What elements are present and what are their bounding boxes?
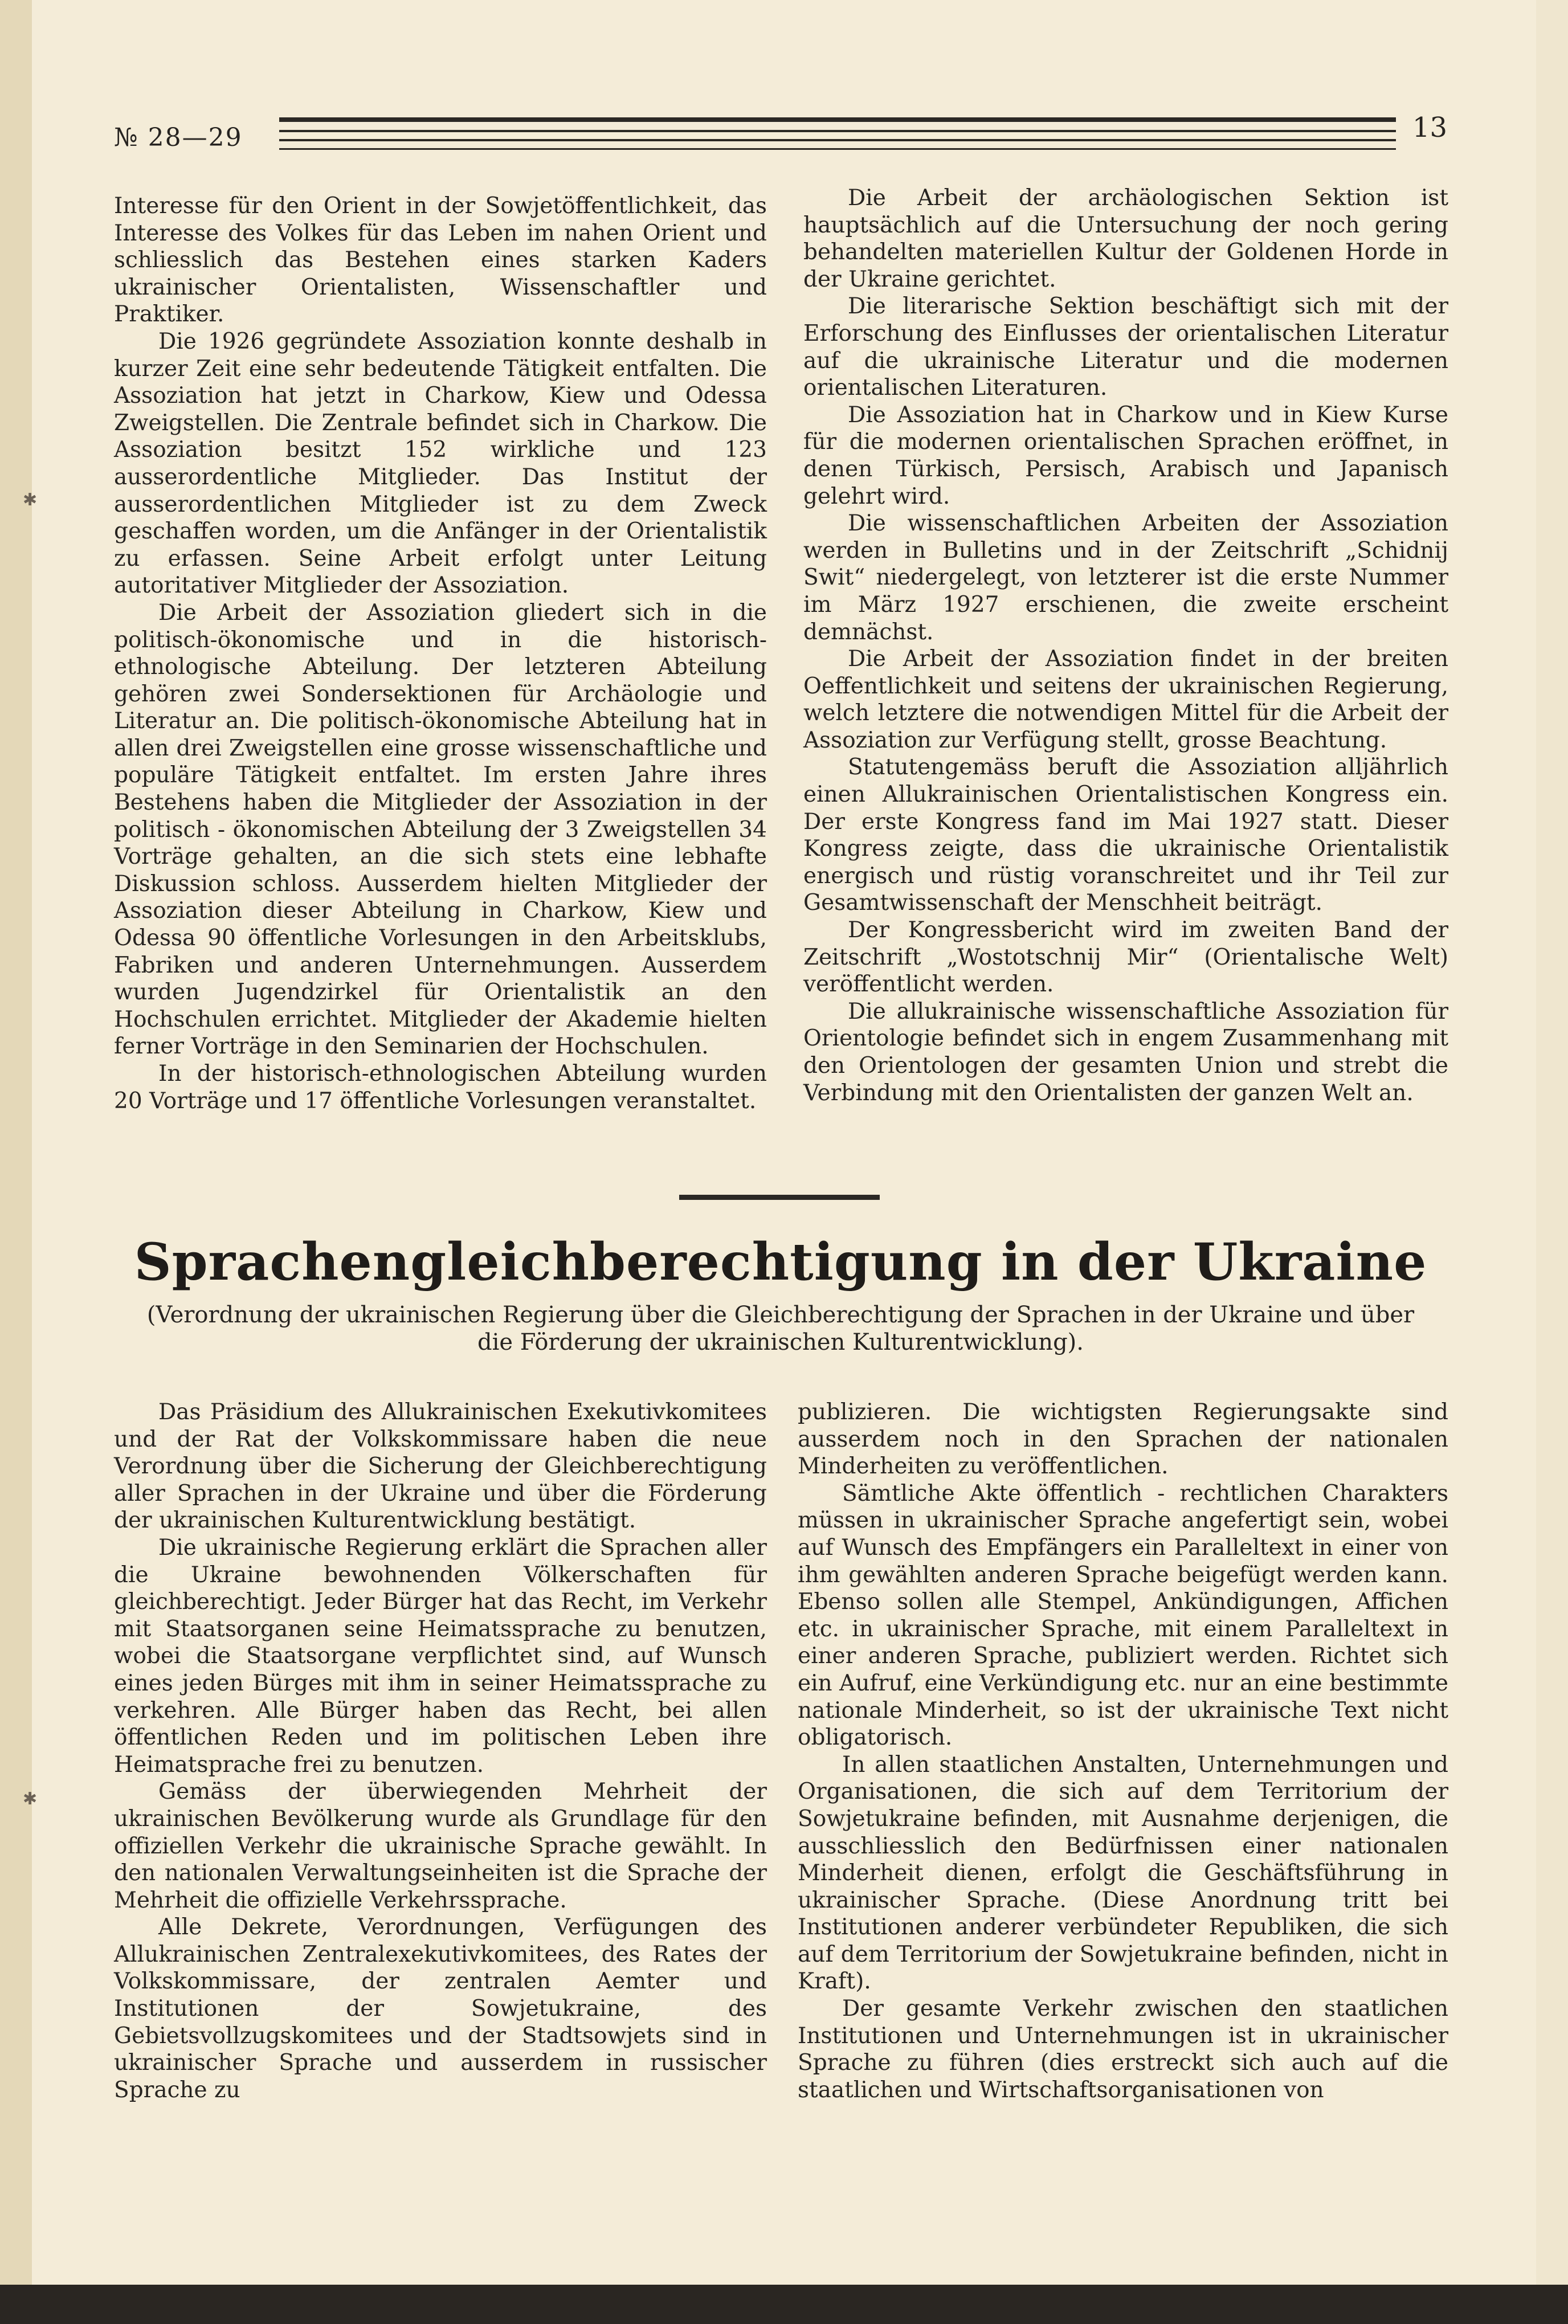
issue-number: № 28—29 [114,123,243,152]
paragraph: Sämtliche Akte öffentlich - rechtlichen Charakters müssen in ukrainischer Sprache angefertigt sein, wobei auf Wunsch des Empfängers ein Paralleltext in einer von ihm gewählten anderen Sprache beigefügt werden kann. Ebenso sollen alle Stempel, Ankündigungen, Affichen etc. in ukrainischer Sprache, mit einem Paralleltext in einer anderen Sprache, publiziert werden. Richtet sich ein Aufruf, eine Verkündigung etc. nur an eine bestimmte nationale Minderheit, so ist der ukrainische Text nicht obligatorisch. [798,1480,1448,1751]
paragraph: publizieren. Die wichtigsten Regierungsakte sind ausserdem noch in den Sprachen der nationalen Minderheiten zu veröffentlichen. [798,1399,1448,1480]
paragraph: Alle Dekrete, Verordnungen, Verfügungen des Allukrainischen Zentralexekutivkomitees, des Rates der Volkskommissare, der zentralen Aemter und Institutionen der Sowjetukraine, des Gebietsvollzugskomitees und der Stadtsowjets sind in ukrainischer Sprache und ausserdem in russischer Sprache zu [114,1914,767,2103]
scan-border-bottom [0,2285,1568,2324]
paragraph: Die Arbeit der Assoziation findet in der breiten Oeffentlichkeit und seitens der ukrainischen Regierung, welch letztere die notwendigen Mittel für die Arbeit der Assoziation zur Verfügung stellt, grosse Beachtung. [803,646,1448,753]
header-rule [279,117,1396,153]
paragraph: Die Arbeit der archäologischen Sektion ist hauptsächlich auf die Untersuchung der noch gering behandelten materiellen Kultur der Goldenen Horde in der Ukraine gerichtet. [803,185,1448,292]
paragraph: Statutengemäss beruft die Assoziation alljährlich einen Allukrainischen Orientalistischen Kongress ein. Der erste Kongress fand im Mai 1927 statt. Dieser Kongress zeigte, dass die ukrainische Orientalistik energisch und rüstig voranschreitet und ihr Teil zur Gesamtwissenschaft der Menschheit beiträgt. [803,754,1448,916]
paragraph: Das Präsidium des Allukrainischen Exekutivkomitees und der Rat der Volkskommissare haben die neue Verordnung über die Sicherung der Gleichberechtigung aller Sprachen in der Ukraine und über die Förderung der ukrainischen Kulturentwicklung bestätigt. [114,1399,767,1534]
paragraph: In allen staatlichen Anstalten, Unternehmungen und Organisationen, die sich auf dem Territorium der Sowjetukraine befinden, mit Ausnahme derjenigen, die ausschliesslich den Bedürfnissen einer nationalen Minderheit dienen, erfolgt die Geschäftsführung in ukrainischer Sprache. (Diese Anordnung tritt bei Institutionen anderer verbündeter Republiken, die sich auf dem Territorium der Sowjetukraine befinden, nicht in Kraft). [798,1751,1448,1995]
paragraph: Die Assoziation hat in Charkow und in Kiew Kurse für die modernen orientalischen Sprachen eröffnet, in denen Türkisch, Persisch, Arabisch und Japanisch gelehrt wird. [803,402,1448,509]
paragraph: Die wissenschaftlichen Arbeiten der Assoziation werden in Bulletins und in der Zeitschrift „Schidnij Swit“ niedergelegt, von letzterer ist die erste Nummer im März 1927 erschienen, die zweite erscheint demnächst. [803,510,1448,645]
paragraph: Interesse für den Orient in der Sowjetöffentlichkeit, das Interesse des Volkes für das Leben im nahen Orient und schliesslich das Bestehen eines starken Kaders ukrainischer Orientalisten, Wissenschaftler und Praktiker. [114,193,767,328]
paragraph: Die 1926 gegründete Assoziation konnte deshalb in kurzer Zeit eine sehr bedeutende Tätigkeit entfalten. Die Assoziation hat jetzt in Charkow, Kiew und Odessa Zweigstellen. Die Zentrale befindet sich in Charkow. Die Assoziation besitzt 152 wirkliche und 123 ausserordentliche Mitglieder. Das Institut der ausserordentlichen Mitglieder ist zu dem Zweck geschaffen worden, um die Anfänger in der Orientalistik zu erfassen. Seine Arbeit erfolgt unter Leitung autoritativer Mitglieder der Assoziation. [114,328,767,599]
paragraph: In der historisch-ethnologischen Abteilung wurden 20 Vorträge und 17 öffentliche Vorlesungen veranstaltet. [114,1061,767,1114]
paragraph: Die allukrainische wissenschaftliche Assoziation für Orientologie befindet sich in engem Zusammenhang mit den Orientologen der gesamten Union und strebt die Verbindung mit den Orientalisten der ganzen Welt an. [803,998,1448,1106]
article-left-column [114,1399,767,2104]
page-edge-left [0,0,32,2324]
top-article-right-column [803,185,1448,1106]
margin-mark: ✱ [23,490,38,510]
paragraph: Der Kongressbericht wird im zweiten Band der Zeitschrift „Wostotschnij Mir“ (Orientalische Welt) veröffentlicht werden. [803,917,1448,998]
page-number: 13 [1412,112,1447,144]
article-title: Sprachengleichberechtigung in der Ukraine [134,1232,1427,1292]
article-subtitle: (Verordnung der ukrainischen Regierung über die Gleichberechtigung der Sprachen in der Ukraine und über die Förderung der ukrainischen Kulturentwicklung). [146,1302,1415,1355]
paragraph: Der gesamte Verkehr zwischen den staatlichen Institutionen und Unternehmungen ist in ukrainischer Sprache zu führen (dies erstreckt sich auch auf die staatlichen und Wirtschaftsorganisationen von [798,1996,1448,2103]
paragraph: Die Arbeit der Assoziation gliedert sich in die politisch-ökonomische und in die historisch-ethnologische Abteilung. Der letzteren Abteilung gehören zwei Sondersektionen für Archäologie und Literatur an. Die politisch-ökonomische Abteilung hat in allen drei Zweigstellen eine grosse wissenschaftliche und populäre Tätigkeit entfaltet. Im ersten Jahre ihres Bestehens haben die Mitglieder der Assoziation in der politisch - ökonomischen Abteilung der 3 Zweigstellen 34 Vorträge gehalten, an die sich stets eine lebhafte Diskussion schloss. Ausserdem hielten Mitglieder der Assoziation dieser Abteilung in Charkow, Kiew und Odessa 90 öffentliche Vorlesungen in den Arbeitsklubs, Fabriken und anderen Unternehmungen. Ausserdem wurden Jugendzirkel für Orientalistik an den Hochschulen errichtet. Mitglieder der Akademie hielten ferner Vorträge in den Seminarien der Hochschulen. [114,599,767,1060]
article-right-column [798,1399,1448,2104]
paragraph: Gemäss der überwiegenden Mehrheit der ukrainischen Bevölkerung wurde als Grundlage für den offiziellen Verkehr die ukrainische Sprache gewählt. In den nationalen Verwaltungseinheiten ist die Sprache der Mehrheit die offizielle Verkehrssprache. [114,1779,767,1913]
margin-mark: ✱ [23,1789,38,1809]
page-header [114,112,1447,157]
paragraph: Die ukrainische Regierung erklärt die Sprachen aller die Ukraine bewohnenden Völkerschaften für gleichberechtigt. Jeder Bürger hat das Recht, im Verkehr mit Staatsorganen seine Heimatssprache zu benutzen, wobei die Staatsorgane verpflichtet sind, auf Wunsch eines jeden Bürges mit ihm in seiner Heimatssprache zu verkehren. Alle Bürger haben das Recht, bei allen öffentlichen Reden und im politischen Leben ihre Heimatsprache frei zu benutzen. [114,1534,767,1778]
top-article-left-column [114,193,767,1114]
section-divider [679,1195,880,1200]
paragraph: Die literarische Sektion beschäftigt sich mit der Erforschung des Einflusses der orientalischen Literatur auf die ukrainische Literatur und die modernen orientalischen Literaturen. [803,293,1448,401]
